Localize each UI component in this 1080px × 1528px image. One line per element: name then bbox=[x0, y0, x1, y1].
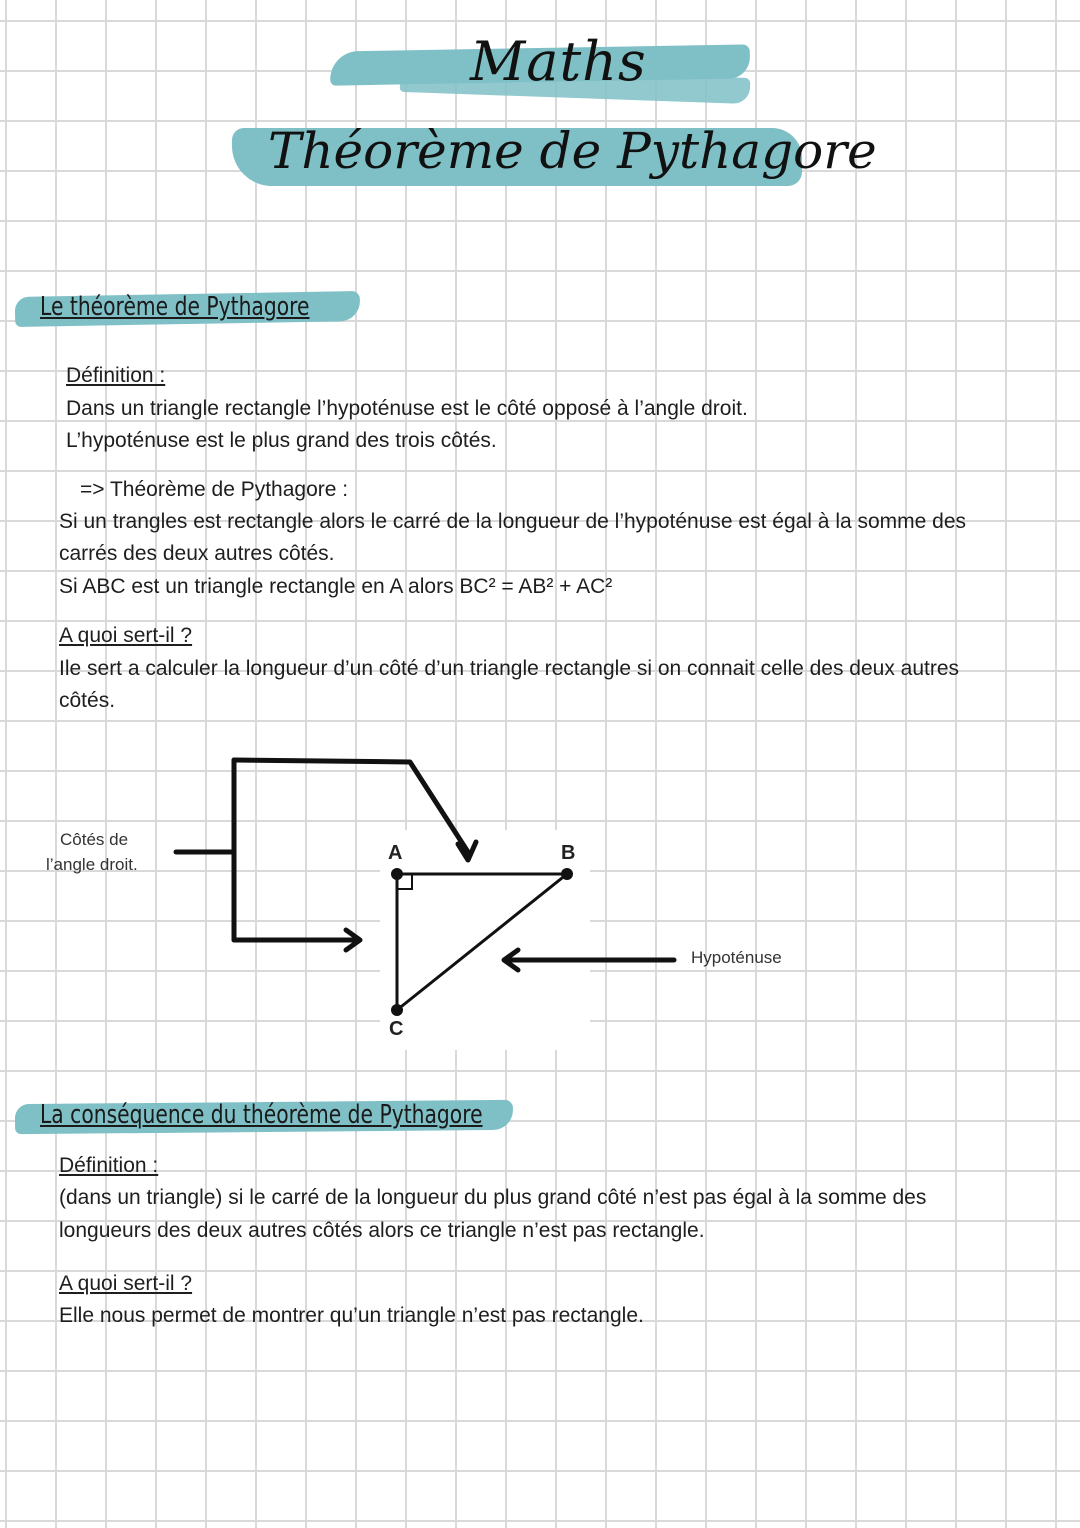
page-title: Théorème de Pythagore bbox=[268, 122, 877, 180]
theorem-label: => Théorème de Pythagore : bbox=[80, 478, 349, 501]
point-a-dot bbox=[391, 868, 403, 880]
section1-use-line: Ile sert a calculer la longueur d’un côté d’un triangle rectangle si on connait celle des deux autres bbox=[59, 657, 960, 680]
subject-title: Maths bbox=[470, 30, 647, 93]
theorem-formula-line: Si ABC est un triangle rectangle en A alors BC² = AB² + AC² bbox=[59, 575, 613, 598]
section1-title: Le théorème de Pythagore bbox=[40, 292, 310, 322]
point-c-label: C bbox=[389, 1018, 404, 1040]
section1-definition-line: L’hypoténuse est le plus grand des trois côtés. bbox=[66, 429, 497, 452]
legs-bracket bbox=[176, 760, 468, 940]
theorem-line: carrés des deux autres côtés. bbox=[59, 542, 335, 565]
section1-definition-label: Définition : bbox=[66, 364, 166, 387]
section2-use-line: Elle nous permet de montrer qu’un triangle n’est pas rectangle. bbox=[59, 1304, 644, 1327]
point-b-label: B bbox=[561, 842, 576, 864]
legs-label-line: Côtés de bbox=[60, 830, 129, 849]
section2-definition-line: longueurs des deux autres côtés alors ce triangle n’est pas rectangle. bbox=[59, 1219, 705, 1242]
hypotenuse-label: Hypoténuse bbox=[691, 948, 782, 967]
point-b-dot bbox=[561, 868, 573, 880]
theorem-line: Si un trangles est rectangle alors le carré de la longueur de l’hypoténuse est égal à la somme des bbox=[59, 510, 967, 533]
section2-definition-line: (dans un triangle) si le carré de la longueur du plus grand côté n’est pas égal à la somme des bbox=[59, 1186, 927, 1209]
section1-definition-line: Dans un triangle rectangle l’hypoténuse est le côté opposé à l’angle droit. bbox=[66, 397, 748, 420]
point-a-label: A bbox=[388, 842, 403, 864]
legs-label-line: l’angle droit. bbox=[46, 855, 138, 874]
point-c-dot bbox=[391, 1004, 403, 1016]
section1-use-label: A quoi sert-il ? bbox=[59, 624, 193, 647]
triangle-abc bbox=[397, 874, 567, 1010]
section2-title: La conséquence du théorème de Pythagore bbox=[40, 1100, 483, 1130]
section1-use-line: côtés. bbox=[59, 689, 116, 712]
section2-use-label: A quoi sert-il ? bbox=[59, 1272, 193, 1295]
section2-definition-label: Définition : bbox=[59, 1154, 159, 1177]
